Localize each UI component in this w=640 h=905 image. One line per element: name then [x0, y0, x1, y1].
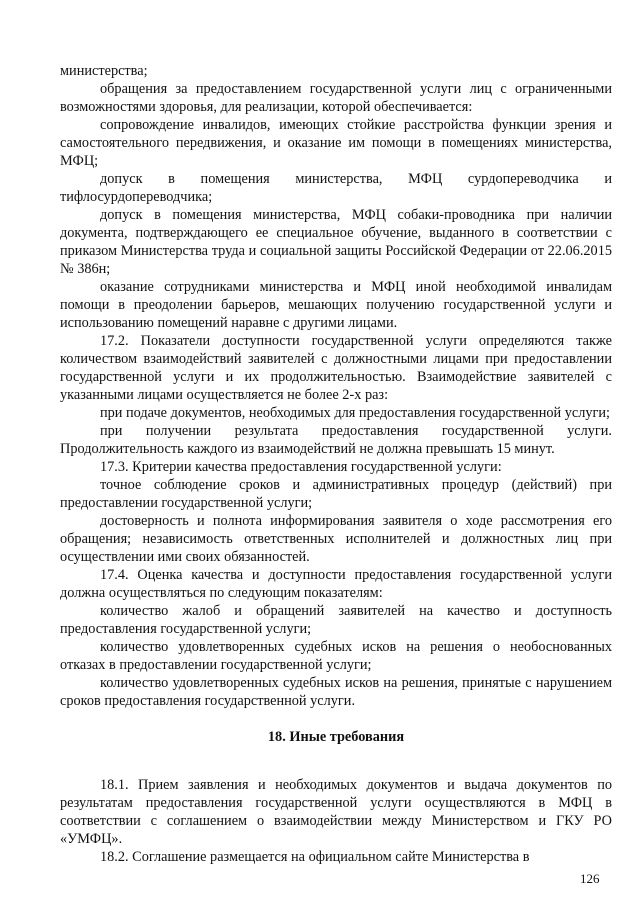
paragraph: при получении результата предоставления государственной услуги. Продолжительность каждого из взаимодействий не должна превышать 15 минут.: [60, 423, 612, 457]
body-text-after: [60, 776, 612, 866]
paragraph: точное соблюдение сроков и административных процедур (действий) при предоставлении государственной услуги;: [60, 477, 612, 511]
section-heading: 18. Иные требования: [267, 729, 405, 745]
paragraph: министерства;: [60, 63, 148, 79]
paragraph: оказание сотрудниками министерства и МФЦ иной необходимой инвалидам помощи в преодолении барьеров, мешающих получению государственной услуги и использованию помещений наравне с другими лицами.: [60, 279, 612, 331]
paragraph: при подаче документов, необходимых для предоставления государственной услуги;: [100, 405, 610, 421]
paragraph: количество удовлетворенных судебных исков на решения о необоснованных отказах в предоставлении государственной услуги;: [60, 639, 612, 673]
paragraph: допуск в помещения министерства, МФЦ собаки-проводника при наличии документа, подтверждающего ее специальное обучение, выданного в соответствии с приказом Министерства труда и социальной защиты Российской Федерации от 22.06.2015 № 386н;: [60, 207, 612, 277]
paragraph: 17.2. Показатели доступности государственной услуги определяются также количеством взаимодействий заявителей с должностными лицами при предоставлении государственной услуги и их продолжительностью. Взаимодействие заявителей с указанными лицами осуществляется не более 2-х раз:: [60, 333, 612, 403]
paragraph: 18.2. Соглашение размещается на официальном сайте Министерства в: [100, 849, 530, 865]
paragraph: сопровождение инвалидов, имеющих стойкие расстройства функции зрения и самостоятельного передвижения, и оказание им помощи в помещениях министерства, МФЦ;: [60, 117, 612, 169]
paragraph: 18.1. Прием заявления и необходимых документов и выдача документов по результатам предоставления государственной услуги осуществляются в МФЦ в соответствии с соглашением о взаимодействии между Министерством и ГКУ РО «УМФЦ».: [60, 777, 612, 847]
paragraph: достоверность и полнота информирования заявителя о ходе рассмотрения его обращения; независимость ответственных исполнителей и должностных лиц при осуществлении ими своих обязанностей.: [60, 513, 612, 565]
page-number: 126: [580, 871, 600, 886]
paragraph: количество жалоб и обращений заявителей на качество и доступность предоставления государственной услуги;: [60, 603, 612, 637]
paragraph: количество удовлетворенных судебных исков на решения, принятые с нарушением сроков предоставления государственной услуги.: [60, 675, 612, 709]
paragraph: 17.3. Критерии качества предоставления государственной услуги:: [100, 459, 502, 475]
paragraph: допуск в помещения министерства, МФЦ сурдопереводчика и тифлосурдопереводчика;: [60, 171, 612, 205]
body-text-before: [60, 62, 612, 710]
paragraph: 17.4. Оценка качества и доступности предоставления государственной услуги должна осуществляться по следующим показателям:: [60, 567, 612, 601]
paragraph: обращения за предоставлением государственной услуги лиц с ограниченными возможностями здоровья, для реализации, которой обеспечивается:: [60, 81, 612, 115]
